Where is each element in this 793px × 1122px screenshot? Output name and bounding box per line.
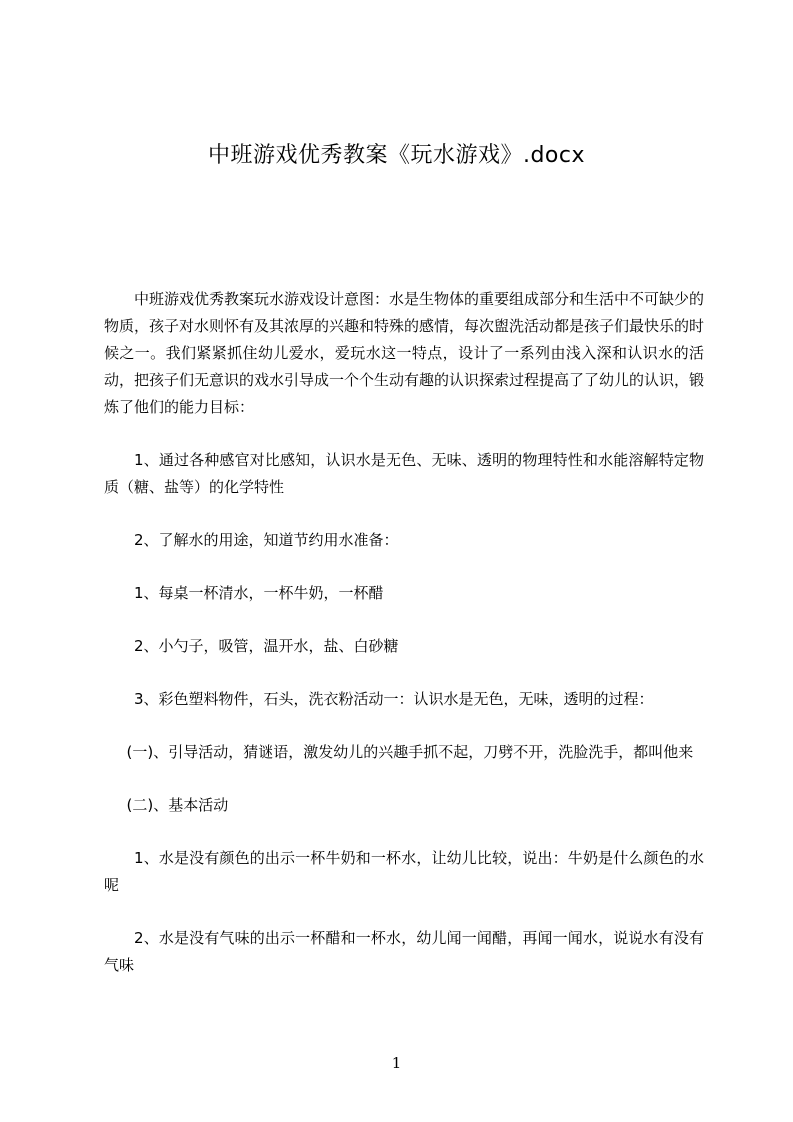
paragraph-step-1: 1、水是没有颜色的出示一杯牛奶和一杯水，让幼儿比较，说出：牛奶是什么颜色的水呢 bbox=[104, 849, 704, 894]
page-number: 1 bbox=[391, 1054, 402, 1072]
paragraph-goal-2: 2、了解水的用途，知道节约用水准备： bbox=[134, 531, 399, 549]
paragraph-goal-1: 1、通过各种感官对比感知，认识水是无色、无味、透明的物理特性和水能溶解特定物质（糖、盐等）的化学特性 bbox=[104, 451, 704, 496]
paragraph-step-2: 2、水是没有气味的出示一杯醋和一杯水，幼儿闻一闻醋，再闻一闻水，说说水有没有气味 bbox=[104, 929, 704, 974]
paragraph-prep-3: 3、彩色塑料物件，石头，洗衣粉活动一：认识水是无色，无味，透明的过程： bbox=[134, 690, 654, 708]
paragraph-section-2: (二)、基本活动 bbox=[126, 796, 229, 814]
paragraph-prep-1: 1、每桌一杯清水，一杯牛奶，一杯醋 bbox=[134, 584, 384, 602]
document-body bbox=[104, 286, 704, 1005]
paragraph-section-1: (一)、引导活动，猜谜语，激发幼儿的兴趣手抓不起，刀劈不开，洗脸洗手，都叫他来 bbox=[126, 743, 694, 761]
paragraph-prep-2: 2、小勺子，吸管，温开水，盐、白砂糖 bbox=[134, 637, 399, 655]
document-title: 中班游戏优秀教案《玩水游戏》.docx bbox=[207, 143, 586, 168]
paragraph-intro: 中班游戏优秀教案玩水游戏设计意图：水是生物体的重要组成部分和生活中不可缺少的物质，孩子对水则怀有及其浓厚的兴趣和特殊的感情，每次盥洗活动都是孩子们最快乐的时候之一。我们紧紧抓住幼儿爱水，爱玩水这一特点，设计了一系列由浅入深和认识水的活动，把孩子们无意识的戏水引导成一个个生动有趣的认识探索过程提高了了幼儿的认识，锻炼了他们的能力目标： bbox=[104, 290, 705, 416]
